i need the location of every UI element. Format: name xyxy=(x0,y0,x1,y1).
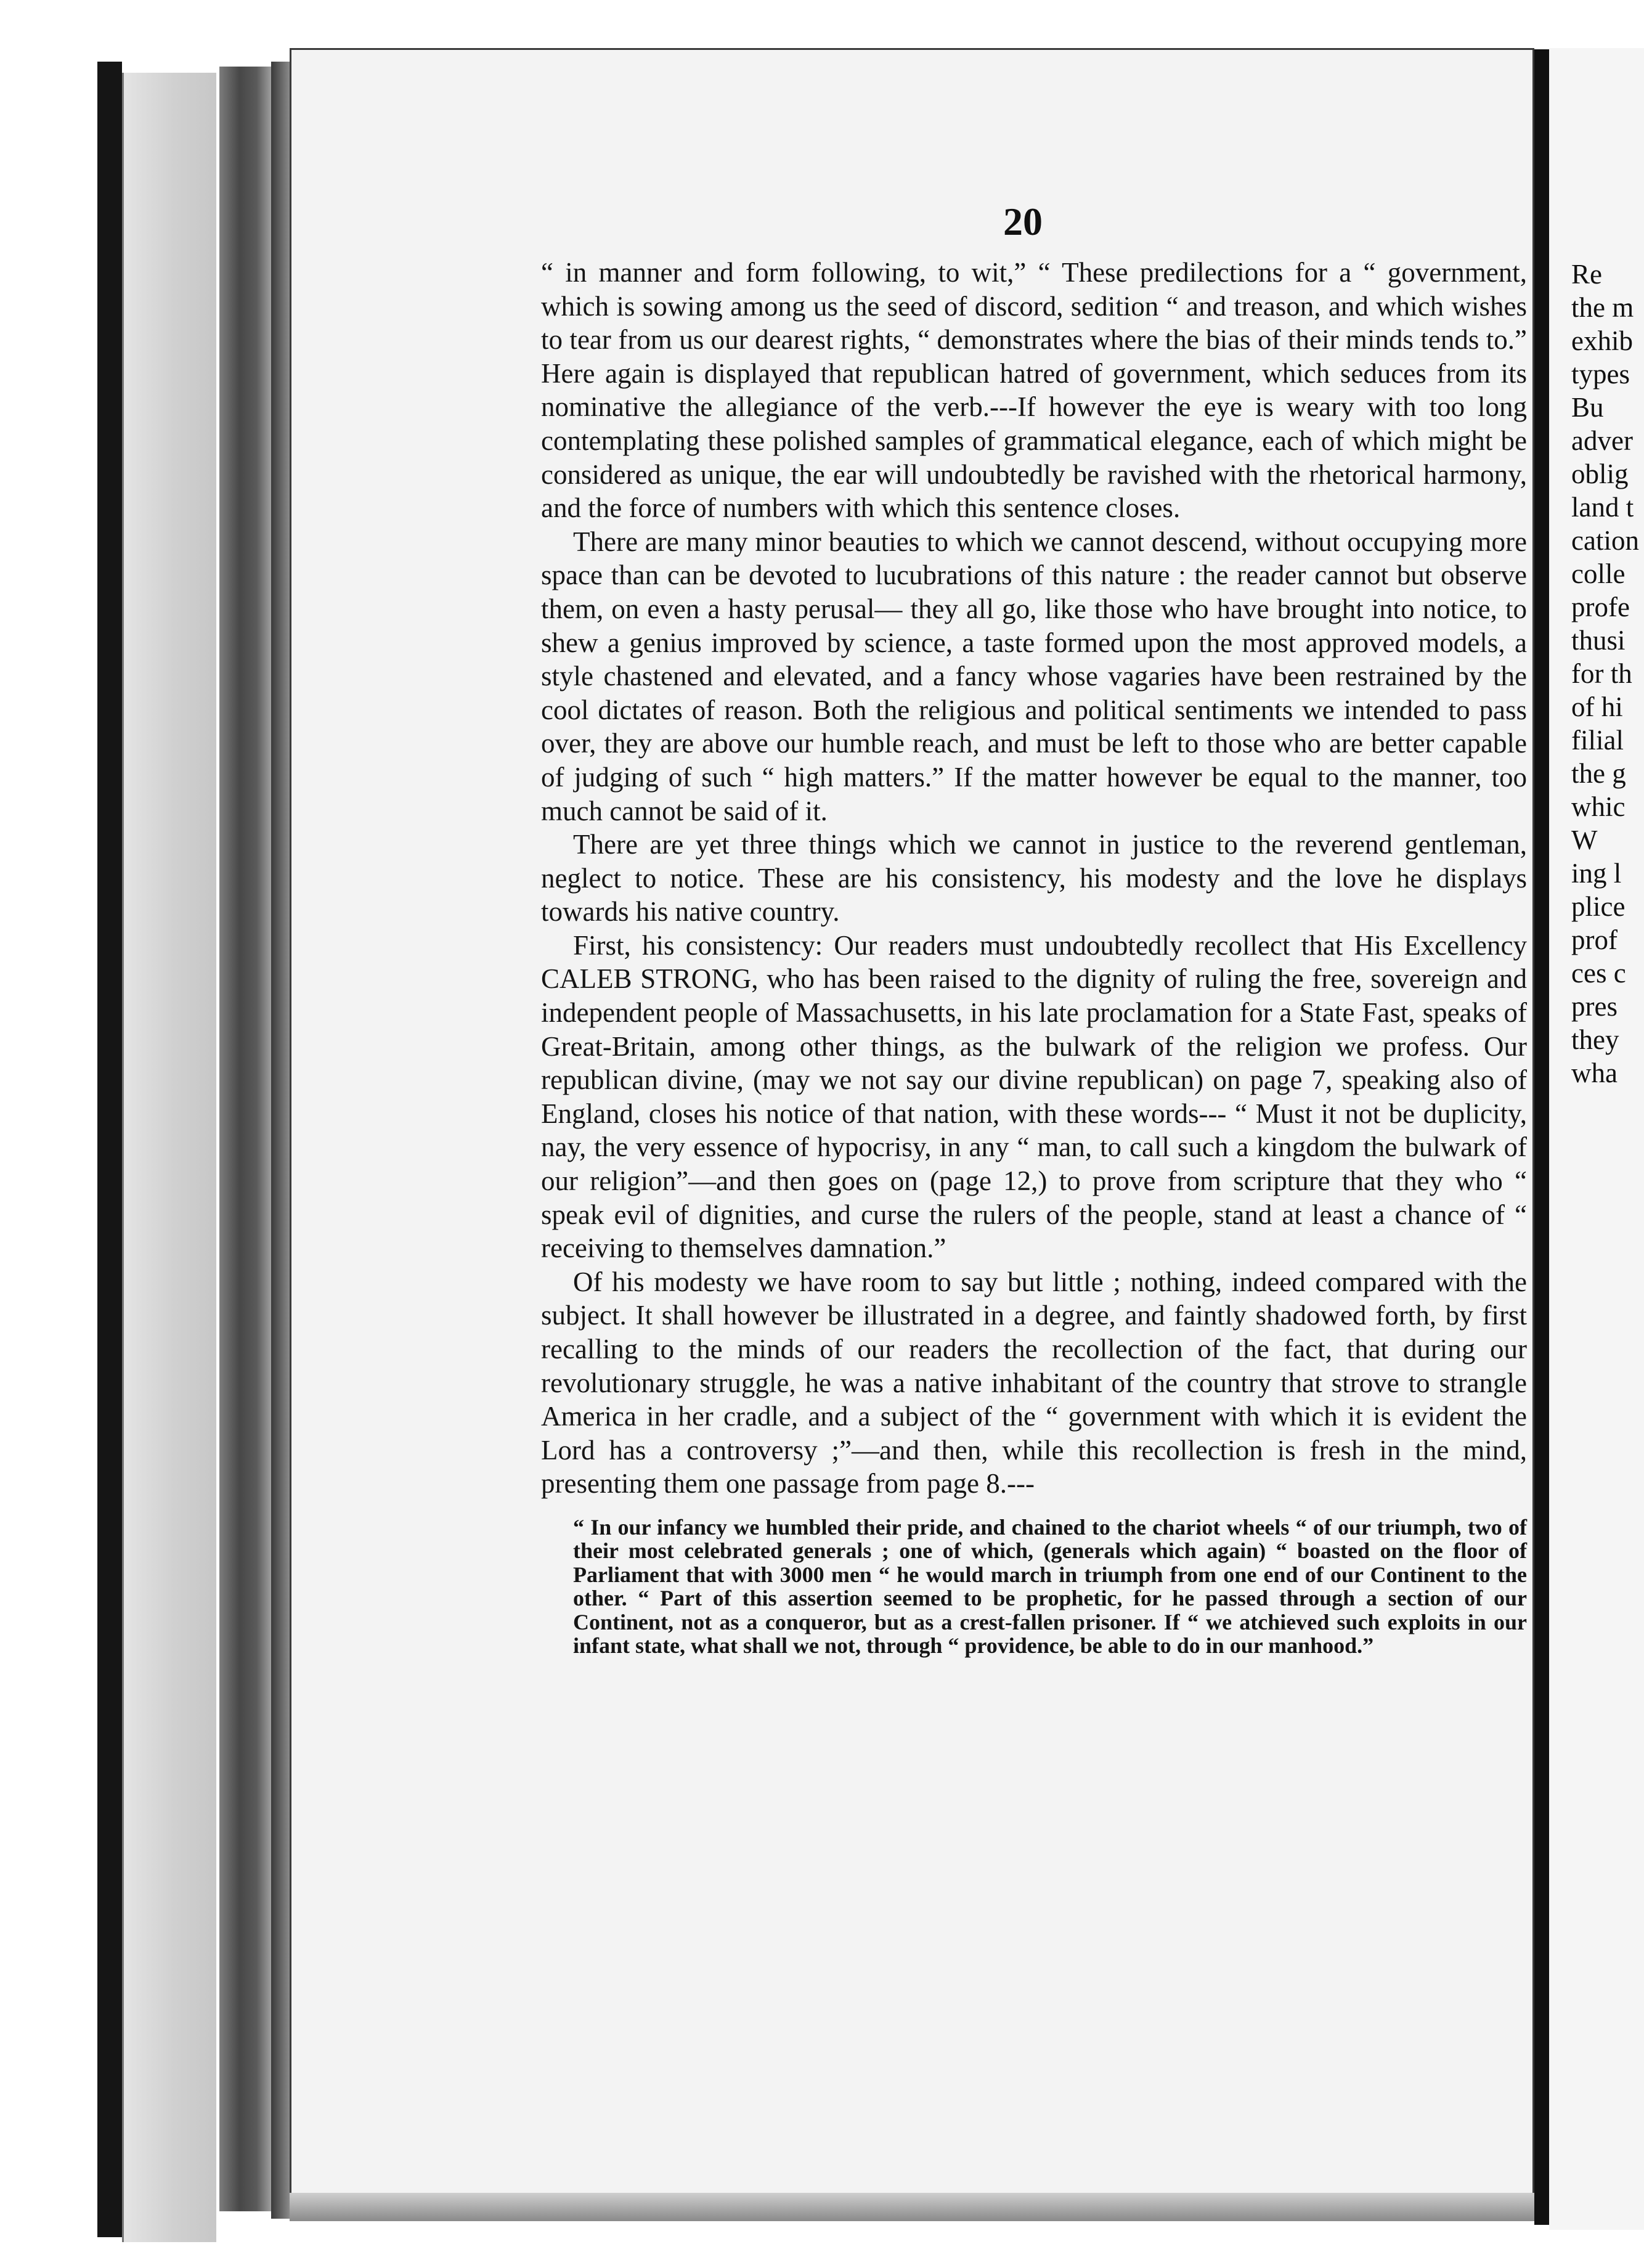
adjacent-page-line: Re xyxy=(1571,259,1602,290)
adjacent-page-line: land t xyxy=(1571,492,1634,523)
page-number: 20 xyxy=(1003,200,1043,243)
adjacent-page-line: they xyxy=(1571,1024,1619,1055)
adjacent-page-line: Bu xyxy=(1571,392,1604,423)
binding-shadow xyxy=(97,62,122,2237)
adjacent-page-line: prof xyxy=(1571,924,1618,955)
adjacent-page-line: for th xyxy=(1571,658,1632,689)
paragraph: There are many minor beauties to which we cannot descend, without occupying more space than can be devoted to lucubrations of this nature : the reader cannot but observe them, on even a hasty perusal— they all go, like those who have brought into notice, to shew a genius improved by science, a taste formed upon the most approved models, a style chastened and elevated, and a fancy whose vagaries have been restrained by the cool dictates of reason. Both the religious and political sentiments we intended to pass over, they are above our humble reach, and must be left to those who are better capable of judging of such “ high matters.” If the matter however be equal to the manner, too much cannot be said of it. xyxy=(541,526,1527,826)
adjacent-page-line: colle xyxy=(1571,558,1626,589)
block-quote: “ In our infancy we humbled their pride, and chained to the chariot wheels “ of our triumph, two of their most celebrated generals ; one of which, (generals which again) “ boasted on the floor of Parliament that with 3000 men “ he would march in triumph from one end of our Continent to the other. “ Part of this assertion seemed to be prophetic, for he passed through a section of our Continent, not as a conqueror, but as a crest-fallen prisoner. If “ we atchieved such exploits in our infant state, what shall we not, through “ providence, be able to do in our manhood.” xyxy=(573,1514,1527,1658)
adjacent-page-line: filial xyxy=(1571,725,1624,756)
underlying-sheet xyxy=(122,73,216,2242)
adjacent-page-line: types xyxy=(1571,359,1630,390)
page-divider xyxy=(1534,49,1549,2225)
adjacent-page-line: W xyxy=(1571,825,1598,855)
adjacent-page-line: whic xyxy=(1571,791,1626,822)
adjacent-page-line: oblig xyxy=(1571,459,1629,489)
page-body xyxy=(541,256,1527,1658)
paragraph: “ in manner and form following, to wit,” “ These predilections for a “ government, which is sowing among us the seed of discord, sedition “ and treason, and which wishes to tear from us our dearest rights, “ demonstrates where the bias of their minds tends to.” Here again is displayed that republican hatred of government, which seduces from its nominative the allegiance of the verb.---If however the eye is weary with too long contemplating these polished samples of grammatical elegance, each of which might be considered as unique, the ear will undoubtedly be ravished with the rhetorical harmony, and the force of numbers with which this sentence closes. xyxy=(541,257,1527,524)
adjacent-page-line: thusi xyxy=(1571,625,1626,656)
adjacent-page-line: plice xyxy=(1571,891,1626,922)
paragraph: First, his consistency: Our readers must undoubtedly recollect that His Excellency CALEB STRONG, who has been raised to the dignity of ruling the free, sovereign and independent people of Massachusetts, in his late proclamation for a State Fast, speaks of Great-Britain, among other things, as the bulwark of the religion we profess. Our republican divine, (may we not say our divine republican) on page 7, speaking also of England, closes his notice of that nation, with these words--- “ Must it not be duplicity, nay, the very essence of hypocrisy, in any “ man, to call such a kingdom the bulwark of our religion”—and then goes on (page 12,) to prove from scripture that they who “ speak evil of dignities, and curse the rulers of the people, stand at least a chance of “ receiving to themselves damnation.” xyxy=(541,929,1527,1264)
adjacent-page-line: adver xyxy=(1571,425,1633,456)
adjacent-page-line: cation xyxy=(1571,525,1639,556)
adjacent-page-line: pres xyxy=(1571,991,1618,1022)
adjacent-page-line: exhib xyxy=(1571,325,1633,356)
page-bottom-edge xyxy=(290,2193,1553,2221)
adjacent-page-line: the m xyxy=(1571,292,1634,323)
adjacent-page-line: ces c xyxy=(1571,958,1626,989)
adjacent-page-line: profe xyxy=(1571,592,1630,622)
adjacent-page xyxy=(1549,48,1644,2230)
paragraph: There are yet three things which we cannot in justice to the reverend gentleman, neglect to notice. These are his consistency, his modesty and the love he displays towards his native country. xyxy=(541,829,1527,928)
adjacent-page-line: ing l xyxy=(1571,858,1622,889)
adjacent-page-line: the g xyxy=(1571,758,1626,789)
adjacent-page-line: wha xyxy=(1571,1058,1618,1088)
paragraph: Of his modesty we have room to say but little ; nothing, indeed compared with the subject. It shall however be illustrated in a degree, and faintly shadowed forth, by first recalling to the minds of our readers the recollection of the fact, that during our revolutionary struggle, he was a native inhabitant of the country that strove to strangle America in her cradle, and a subject of the “ government with which it is evident the Lord has a controversy ;”—and then, while this recollection is fresh in the mind, presenting them one passage from page 8.--- xyxy=(541,1266,1527,1499)
adjacent-page-line: of hi xyxy=(1571,691,1623,722)
